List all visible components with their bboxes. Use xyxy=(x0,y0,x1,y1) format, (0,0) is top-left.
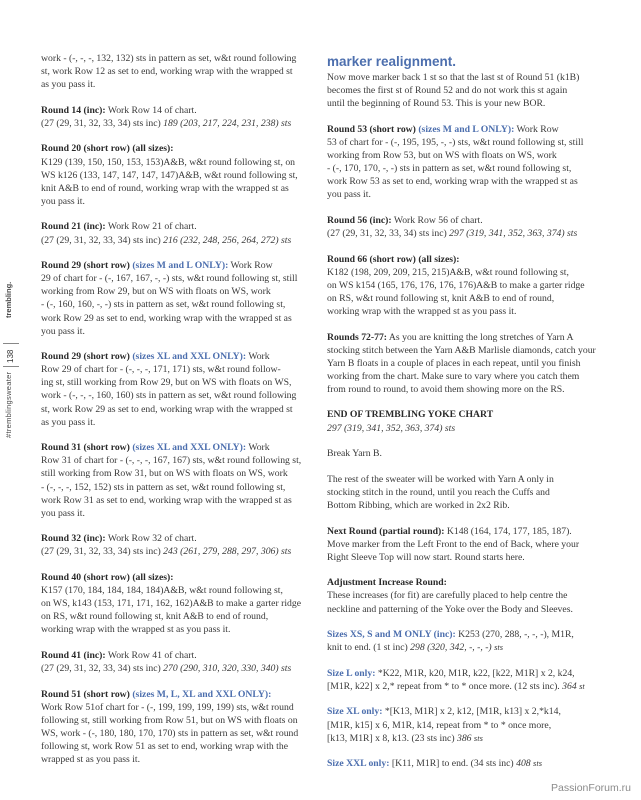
text-run: stocking stitch between the Yarn A&B Marlisle diamonds, catch your xyxy=(327,344,596,356)
text-run: K148 (164, 174, 177, 185, 187). xyxy=(444,525,572,537)
text-run: (sizes M and L ONLY): xyxy=(132,260,229,272)
text-run: [M1R, k15] x 6, M1R, k14, repeat from * to * once more, xyxy=(327,719,552,731)
text-line xyxy=(327,188,619,201)
text-line xyxy=(41,52,315,65)
left-column xyxy=(41,52,315,779)
text-line xyxy=(41,376,315,389)
text-run: - (-, 160, 160, -, -) sts in pattern as set, w&t round following st, xyxy=(41,299,286,311)
text-line xyxy=(327,175,619,188)
text-run: Row 31 of chart for - (-, -, -, 167, 167) sts, w&t round following st, xyxy=(41,455,302,467)
text-run: working wrap with the wrapped st as you pass it. xyxy=(41,624,231,636)
text-line xyxy=(327,279,619,292)
text-run: (27 (29, 31, 32, 33, 34) sts inc) xyxy=(41,234,164,246)
text-run: Round 29 (short row) xyxy=(41,351,133,363)
text-line xyxy=(41,104,315,117)
text-line xyxy=(41,610,315,623)
text-run: Work xyxy=(246,442,270,454)
text-run: Work Row xyxy=(228,260,273,272)
text-run: following st, work Row 51 as set to end, working wrap with the xyxy=(41,741,289,753)
text-line xyxy=(41,441,315,454)
text-run: work - (-, -, -, 160, 160) sts in pattern as set, w&t round following xyxy=(41,390,297,402)
text-run: Round 53 (short row) xyxy=(327,123,419,135)
text-line xyxy=(327,719,619,732)
text-line xyxy=(41,623,315,636)
instruction-paragraph xyxy=(41,350,315,429)
instruction-paragraph xyxy=(41,259,315,338)
text-run: working from Row 29, but on WS with floats on WS, work xyxy=(41,286,271,298)
text-line xyxy=(41,142,315,155)
instruction-paragraph xyxy=(41,52,315,91)
text-run: 364 xyxy=(562,680,580,692)
text-run: Size XL only: xyxy=(327,706,383,718)
text-line xyxy=(327,266,619,279)
text-run: st, work Row 12 as set to end, working wrap with the wrapped st xyxy=(41,66,293,78)
text-run: Round 40 (short row) (all sizes): xyxy=(41,572,174,583)
text-run: WS k126 (133, 147, 147, 147, 147)A&B, w&t round following st, xyxy=(41,169,298,181)
text-line xyxy=(41,727,315,740)
instruction-paragraph xyxy=(41,142,315,207)
text-run: Sizes XS, S and M ONLY (inc): xyxy=(327,629,456,641)
text-run: Next Round (partial round): xyxy=(327,525,445,537)
text-run: becomes the first st of Round 52 and do not work this st again xyxy=(327,85,568,97)
text-run: Work Row 32 of chart. xyxy=(105,533,197,545)
text-run: - (-, 170, 170, -, -) sts in pattern as set, w&t round following st, xyxy=(327,163,572,175)
text-line xyxy=(327,589,619,602)
text-run: 270 (290, 310, 320, 330, 340) sts xyxy=(163,663,292,675)
text-run: Round 20 (short row) (all sizes): xyxy=(41,143,174,155)
text-run: Work Row xyxy=(514,123,559,135)
text-line xyxy=(327,538,619,551)
text-line xyxy=(327,370,619,383)
text-line xyxy=(41,195,315,208)
text-run: st, work Row 29 as set to end, working wrap with the wrapped st xyxy=(41,403,293,415)
page-sidebar xyxy=(0,0,24,800)
text-line xyxy=(327,667,619,680)
text-run: The rest of the sweater will be worked with Yarn A only in xyxy=(327,473,554,485)
text-run: Move marker from the Left Front to the end of Back, where your xyxy=(327,538,580,550)
text-line xyxy=(41,285,315,298)
text-run: Round 31 (short row) xyxy=(41,442,133,454)
text-line xyxy=(327,305,619,318)
text-run: ing st, still working from Row 29, but on WS with floats on WS, xyxy=(41,377,292,389)
right-column xyxy=(327,54,619,783)
section-title: marker realignment. xyxy=(327,54,457,69)
text-run: *[K13, M1R] x 2, k12, [M1R, k13] x 2,*k14, xyxy=(382,706,561,718)
text-run: Work xyxy=(246,351,270,363)
text-line xyxy=(41,234,315,247)
text-run: 386 xyxy=(456,732,474,744)
text-line xyxy=(327,422,619,435)
text-line xyxy=(327,732,619,745)
text-line xyxy=(41,649,315,662)
text-run: Size L only: xyxy=(327,667,376,679)
text-line xyxy=(327,136,619,149)
text-run: 53 of chart for - (-, 195, 195, -, -) sts, w&t round following st, still xyxy=(327,136,584,148)
text-run: you pass it. xyxy=(41,507,85,519)
text-line xyxy=(41,545,315,558)
text-line xyxy=(327,603,619,616)
text-line xyxy=(327,473,619,486)
text-run: knit A&B to end of round, working wrap with the wrapped st as xyxy=(41,182,289,194)
text-run: Rounds 72-77: xyxy=(327,331,388,343)
text-run: Yarn B floats in a couple of places in each repeat, until you finish xyxy=(327,357,581,369)
text-line xyxy=(41,65,315,78)
text-run: As you are knitting the long stretches of Yarn A xyxy=(387,331,574,343)
right-paragraphs xyxy=(327,71,619,770)
text-run: working from Row 53, but on WS with floats on WS, work xyxy=(327,149,557,161)
text-run: (sizes M, L, XL and XXL ONLY): xyxy=(132,688,272,700)
page-number-box xyxy=(3,343,19,367)
instruction-paragraph xyxy=(41,571,315,636)
text-run: 408 xyxy=(516,758,534,770)
text-line xyxy=(327,253,619,266)
text-line xyxy=(327,149,619,162)
instruction-paragraph xyxy=(327,667,619,693)
text-run: These increases (for fit) are carefully placed to help centre the xyxy=(327,590,568,602)
text-run: [k13, M1R] x 8, k13. (23 sts inc) xyxy=(327,732,457,744)
text-line xyxy=(327,628,619,641)
text-run: Round 41 (inc): xyxy=(41,649,106,661)
instruction-paragraph xyxy=(41,220,315,246)
instruction-paragraph xyxy=(327,525,619,564)
text-run: 189 (203, 217, 224, 231, 238) sts xyxy=(163,117,292,129)
instruction-paragraph xyxy=(327,473,619,512)
text-run: sts xyxy=(494,642,504,653)
text-run: Work Row 41 of chart. xyxy=(105,649,197,661)
text-run: (27 (29, 31, 32, 33, 34) sts inc) xyxy=(41,546,164,558)
text-run: K253 (270, 288, -, -, -), M1R, xyxy=(455,629,574,641)
text-run: Size XXL only: xyxy=(327,758,390,770)
text-run: work Row 31 as set to end, working wrap with the wrapped st as xyxy=(41,494,292,506)
text-run: sts xyxy=(473,732,483,743)
text-run: Now move marker back 1 st so that the last st of Round 51 (k1B) xyxy=(327,72,580,83)
text-line xyxy=(41,298,315,311)
text-run: Round 51 (short row) xyxy=(41,688,133,700)
text-run: (sizes XL and XXL ONLY): xyxy=(132,351,247,363)
text-run: (27 (29, 31, 32, 33, 34) sts inc) xyxy=(327,227,450,239)
instruction-paragraph xyxy=(41,649,315,675)
text-line xyxy=(327,344,619,357)
text-run: st xyxy=(579,680,585,691)
text-line xyxy=(327,214,619,227)
text-run: WS, work - (-, 180, 180, 170, 170) sts in pattern as set, w&t round xyxy=(41,727,299,739)
text-run: Row 29 of chart for - (-, -, -, 171, 171) sts, w&t round follow- xyxy=(41,364,281,376)
instruction-paragraph xyxy=(327,123,619,202)
text-line xyxy=(41,571,315,584)
instruction-paragraph xyxy=(41,441,315,520)
text-line xyxy=(41,363,315,376)
text-line xyxy=(327,525,619,538)
text-run: Round 56 (inc): xyxy=(327,214,392,226)
instruction-paragraph xyxy=(41,532,315,558)
text-line xyxy=(327,408,619,421)
text-run: Work Row 56 of chart. xyxy=(391,214,483,226)
text-run: on RS, w&t round following st, knit A&B to end of round, xyxy=(41,611,269,623)
text-run: K157 (170, 184, 184, 184, 184)A&B, w&t round following st, xyxy=(41,585,283,597)
text-run: K129 (139, 150, 150, 153, 153)A&B, w&t round following st, on xyxy=(41,156,296,168)
text-line xyxy=(41,403,315,416)
text-line xyxy=(327,331,619,344)
text-line xyxy=(327,486,619,499)
text-line xyxy=(327,641,619,654)
text-line xyxy=(41,117,315,130)
text-run: working wrap with the wrapped st as you pass it. xyxy=(327,305,517,317)
text-line xyxy=(327,71,619,84)
text-line xyxy=(41,350,315,363)
text-run: Right Sleeve Top will now start. Round starts here. xyxy=(327,551,525,563)
text-line xyxy=(41,182,315,195)
text-line xyxy=(327,551,619,564)
text-run: (sizes M and L ONLY): xyxy=(418,123,515,135)
text-line xyxy=(327,383,619,396)
text-line xyxy=(327,123,619,136)
text-line xyxy=(327,357,619,370)
text-line xyxy=(327,447,619,460)
text-line xyxy=(41,494,315,507)
text-line xyxy=(41,662,315,675)
text-run: Break Yarn B. xyxy=(327,448,382,460)
text-run: work Row 53 as set to end, working wrap with the wrapped st as xyxy=(327,176,578,188)
text-run: 298 (320, 342, -, -, -) xyxy=(410,642,495,654)
text-run: 216 (232, 248, 256, 264, 272) sts xyxy=(163,234,292,246)
text-run: 297 (319, 341, 352, 363, 374) sts xyxy=(449,227,578,239)
text-run: working from the chart. Make sure to vary where you catch them xyxy=(327,370,580,382)
text-run: (27 (29, 31, 32, 33, 34) sts inc) xyxy=(41,117,164,129)
text-run: on WS k154 (165, 176, 176, 176, 176)A&B to make a garter ridge xyxy=(327,279,585,291)
text-run: *K22, M1R, k20, M1R, k22, [k22, M1R] x 2, k24, xyxy=(375,667,575,679)
text-line xyxy=(41,584,315,597)
text-run: still working from Row 31, but on WS with floats on WS, work xyxy=(41,468,288,480)
text-run: from round to round, to avoid them showing more on the RS. xyxy=(327,383,565,395)
text-line xyxy=(41,481,315,494)
text-run: Adjustment Increase Round: xyxy=(327,577,447,589)
instruction-paragraph xyxy=(327,71,619,110)
text-line xyxy=(41,416,315,429)
text-run: Bottom Ribbing, which are worked in 2x2 Rib. xyxy=(327,499,510,511)
text-run: as you pass it. xyxy=(41,79,96,91)
text-run: knit to end. (1 st inc) xyxy=(327,642,411,654)
text-run: work Row 29 as set to end, working wrap with the wrapped st as xyxy=(41,312,292,324)
text-line xyxy=(41,220,315,233)
text-line xyxy=(41,597,315,610)
instruction-paragraph xyxy=(327,253,619,318)
page-number: 138 xyxy=(6,349,15,363)
instruction-paragraph xyxy=(327,576,619,615)
text-line xyxy=(41,325,315,338)
text-line xyxy=(41,740,315,753)
text-run: Round 21 (inc): xyxy=(41,221,106,233)
text-run: you pass it. xyxy=(327,189,371,201)
text-line xyxy=(327,705,619,718)
text-line xyxy=(41,259,315,272)
text-run: (27 (29, 31, 32, 33, 34) sts inc) xyxy=(41,663,164,675)
text-line xyxy=(327,680,619,693)
text-run: 297 (319, 341, 352, 363, 374) sts xyxy=(327,422,456,434)
text-line xyxy=(327,292,619,305)
text-run: Round 14 (inc): xyxy=(41,104,106,116)
text-run: K182 (198, 209, 209, 215, 215)A&B, w&t round following st, xyxy=(327,266,569,278)
sidebar-hashtag: #tremblingsweater xyxy=(4,371,13,438)
text-line xyxy=(41,454,315,467)
text-line xyxy=(327,499,619,512)
text-run: [M1R, k22] x 2,* repeat from * to * once more. (12 sts inc). xyxy=(327,680,563,692)
instruction-paragraph xyxy=(327,628,619,654)
instruction-paragraph xyxy=(327,447,619,460)
text-line xyxy=(41,753,315,766)
text-line xyxy=(327,227,619,240)
text-run: Work Row 51of chart for - (-, 199, 199, 199, 199) sts, w&t round xyxy=(41,701,294,713)
instruction-paragraph xyxy=(327,757,619,770)
text-line xyxy=(327,162,619,175)
text-run: 243 (261, 279, 288, 297, 306) sts xyxy=(163,546,292,558)
text-line xyxy=(41,78,315,91)
text-run: [K11, M1R] to end. (34 sts inc) xyxy=(389,758,517,770)
text-run: Work Row 14 of chart. xyxy=(105,104,197,116)
text-run: you pass it. xyxy=(41,325,85,337)
text-run: neckline and patterning of the Yoke over the Body and Sleeves. xyxy=(327,603,573,615)
text-line xyxy=(41,714,315,727)
text-run: 29 of chart for - (-, 167, 167, -, -) sts, w&t round following st, still xyxy=(41,273,298,285)
text-line xyxy=(41,701,315,714)
text-run: until the beginning of Round 53. This is your new BOR. xyxy=(327,98,546,110)
text-run: Work Row 21 of chart. xyxy=(105,221,197,233)
text-run: you pass it. xyxy=(41,195,85,207)
text-run: END OF TREMBLING YOKE CHART xyxy=(327,409,494,421)
watermark: PassionForum.ru xyxy=(551,782,631,794)
text-run: (sizes XL and XXL ONLY): xyxy=(132,442,247,454)
text-line xyxy=(41,507,315,520)
sidebar-title: trembling. xyxy=(4,281,13,318)
text-run: stocking stitch in the round, until you reach the Cuffs and xyxy=(327,486,550,498)
instruction-paragraph xyxy=(327,214,619,240)
text-run: as you pass it. xyxy=(41,416,96,428)
text-run: Round 66 (short row) (all sizes): xyxy=(327,253,460,265)
text-run: Round 32 (inc): xyxy=(41,533,106,545)
text-line xyxy=(327,576,619,589)
text-run: following st, still working from Row 51, but on WS with floats on xyxy=(41,714,298,726)
text-run: - (-, -, -, 152, 152) sts in pattern as set, w&t round following st, xyxy=(41,481,286,493)
text-run: work - (-, -, -, 132, 132) sts in pattern as set, w&t round following xyxy=(41,53,297,64)
text-line xyxy=(327,84,619,97)
text-run: on WS, k143 (153, 171, 171, 162, 162)A&B to make a garter ridge xyxy=(41,598,301,610)
text-run: on RS, w&t round following st, knit A&B to end of round, xyxy=(327,292,555,304)
text-run: wrapped st as you pass it. xyxy=(41,754,141,766)
text-line xyxy=(41,688,315,701)
text-line xyxy=(41,532,315,545)
instruction-paragraph xyxy=(327,331,619,396)
text-run: sts xyxy=(533,758,543,769)
text-line xyxy=(327,757,619,770)
instruction-paragraph xyxy=(327,408,619,434)
text-line xyxy=(41,169,315,182)
text-line xyxy=(41,389,315,402)
text-run: Round 29 (short row) xyxy=(41,260,133,272)
text-line xyxy=(327,97,619,110)
text-line xyxy=(41,467,315,480)
instruction-paragraph xyxy=(41,688,315,767)
text-line xyxy=(41,272,315,285)
text-line xyxy=(41,156,315,169)
instruction-paragraph xyxy=(41,104,315,130)
instruction-paragraph xyxy=(327,705,619,744)
text-line xyxy=(41,312,315,325)
